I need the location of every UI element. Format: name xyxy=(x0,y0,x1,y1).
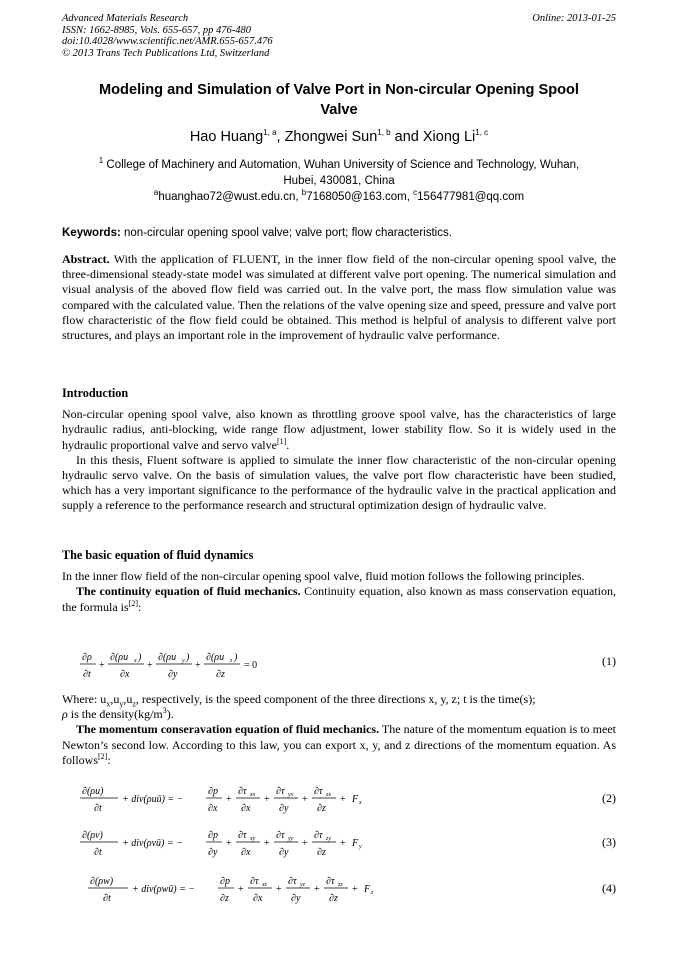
author-name: and Xiong Li xyxy=(394,129,476,145)
affiliation: $^1$ College of Machinery and Automation, Wuhan University of Science and Technology, Wuhan, Hubei, 430081, China xyxy=(98,156,580,187)
equation-number: (3) xyxy=(602,835,616,849)
svg-text:+: + xyxy=(99,660,105,671)
svg-text:+: + xyxy=(226,838,232,849)
journal-name: Advanced Materials Research xyxy=(62,13,189,24)
svg-text:y: y xyxy=(359,844,362,850)
continuity-equation-figure xyxy=(80,648,300,682)
svg-text:+: + xyxy=(264,794,270,805)
svg-text:+: + xyxy=(238,884,244,895)
abstract-text: With the application of FLUENT, in the inner flow field of the non-circular opening spool valve, the three-dimensional steady-state model was simulated at different valve port opening. The numerical simulation and visual analysis of the aboved flow field was carried out. In the valve port, the mass flow simulation value was compared with the calculated value. Then the relations of the valve opening size and speed, pressure and valve port flow characteristic of the flow field could be obtained. This method is helpful of analysis to different valve port structures, and plays an important role in the improvement of hydraulic valve performance. xyxy=(62,252,616,343)
author-list: Hao Huang$^{1, a}$, Zhongwei Sun$^{1, b}$ and Xiong Li$^{1, c}$ xyxy=(189,128,489,145)
svg-text:∂x: ∂x xyxy=(253,893,263,904)
equation-number: (4) xyxy=(602,881,616,895)
equation-1 xyxy=(80,648,300,687)
svg-text:+: + xyxy=(276,884,282,895)
email-link[interactable]: 156477981@qq.com xyxy=(417,191,525,203)
svg-text:∂y: ∂y xyxy=(279,847,289,858)
svg-text:∂z: ∂z xyxy=(216,669,225,680)
svg-text:z: z xyxy=(371,890,374,896)
keywords: Keywords: non-circular opening spool valve; valve port; flow characteristics. xyxy=(62,227,452,239)
svg-text:∂p: ∂p xyxy=(208,786,218,797)
equation-3 xyxy=(80,826,400,865)
svg-text:∂x: ∂x xyxy=(120,669,130,680)
page-header xyxy=(62,13,616,59)
author-name: Hao Huang xyxy=(189,129,264,145)
svg-text:∂(ρu): ∂(ρu) xyxy=(82,786,104,797)
svg-text:zy: zy xyxy=(326,836,331,842)
email-link[interactable]: 7168050@163.com xyxy=(306,191,407,203)
svg-text:∂ρ: ∂ρ xyxy=(82,652,92,663)
equation-number: (2) xyxy=(602,791,616,805)
svg-text:∂z: ∂z xyxy=(329,893,338,904)
svg-text:∂y: ∂y xyxy=(168,669,178,680)
svg-text:∂(ρu: ∂(ρu xyxy=(206,652,225,663)
equation-4 xyxy=(88,872,408,911)
svg-text:∂t: ∂t xyxy=(103,893,111,904)
svg-text:∂p: ∂p xyxy=(220,876,230,887)
svg-text:+ div(ρuū) = −: + div(ρuū) = − xyxy=(122,794,184,805)
svg-text:F: F xyxy=(352,794,359,805)
paragraph: In the inner flow field of the non-circular opening spool valve, fluid motion follows the following principles. xyxy=(62,569,585,584)
author-emails: $^a$huanghao72@wust.edu.cn, $^b$7168050@163.com, $^c$156477981@qq.com xyxy=(153,188,525,203)
svg-text:xz: xz xyxy=(262,882,267,888)
svg-text:+: + xyxy=(147,660,153,671)
author-name: Zhongwei Sun xyxy=(284,129,378,145)
svg-text:+ div(ρwū) = −: + div(ρwū) = − xyxy=(132,884,196,895)
svg-text:yy: yy xyxy=(288,836,294,842)
svg-text:∂(ρw): ∂(ρw) xyxy=(90,876,114,887)
svg-text:∂x: ∂x xyxy=(208,803,218,814)
svg-text:∂τ: ∂τ xyxy=(288,876,297,887)
online-date: Online: 2013-01-25 xyxy=(532,13,616,24)
svg-text:∂x: ∂x xyxy=(241,847,251,858)
paragraph: Non-circular opening spool valve, also known as throttling groove spool valve, has the characteristics of large hydraulic radius, anti-blocking, wide range flow adjustment, lower stability flow. So it is widely used in the hydraulic proportional valve and servo valve xyxy=(62,407,616,452)
svg-text:∂(ρu: ∂(ρu xyxy=(110,652,129,663)
paragraph: In this thesis, Fluent software is applied to simulate the inner flow characteristic of the non-circular opening hydraulic servo valve. On the basis of simulation values, the valve port flow characteristic have been studied, which has a very important significance to the performance of the hydraulic valve in the practical application and supply a reference to the performance research and structural optimization design of hydraulic valve. xyxy=(62,452,616,513)
svg-text:z: z xyxy=(230,658,233,664)
svg-text:∂t: ∂t xyxy=(94,803,102,814)
svg-text:+: + xyxy=(302,838,308,849)
paper-title: Modeling and Simulation of Valve Port in Non-circular Opening Spool Valve xyxy=(98,82,579,118)
svg-text:+: + xyxy=(302,794,308,805)
svg-text:∂τ: ∂τ xyxy=(276,786,285,797)
svg-text:+: + xyxy=(340,794,346,805)
svg-text:zz: zz xyxy=(338,882,343,888)
svg-text:∂τ: ∂τ xyxy=(238,786,247,797)
svg-text:+: + xyxy=(226,794,232,805)
subheading: The continuity equation of fluid mechanics. xyxy=(76,584,301,599)
svg-text:∂t: ∂t xyxy=(94,847,102,858)
where-paragraph: Where: $u_x,u_y,u_z$, respectively, is the speed component of the three directions x, y, z; t is the time(s); ρ is the $density(kg/m^3)$. The momentum conseravation equation of fluid mechanics. The nature of the momentum equation is to meet Newton’s second low. According to this law, you can export x, y, and z directions of the momentum equation. As follows[2]: xyxy=(62,692,616,767)
svg-text:∂τ: ∂τ xyxy=(250,876,259,887)
svg-text:∂z: ∂z xyxy=(317,847,326,858)
svg-text:zx: zx xyxy=(326,792,331,798)
subheading: The momentum conseravation equation of fluid mechanics. xyxy=(76,722,380,737)
svg-text:x: x xyxy=(134,658,137,664)
svg-text:xx: xx xyxy=(250,792,256,798)
svg-text:+: + xyxy=(195,660,201,671)
svg-text:): ) xyxy=(186,652,190,663)
svg-text:yx: yx xyxy=(288,792,294,798)
svg-text:yz: yz xyxy=(300,882,305,888)
svg-text:+: + xyxy=(264,838,270,849)
svg-text:∂z: ∂z xyxy=(220,893,229,904)
svg-text:∂τ: ∂τ xyxy=(314,786,323,797)
svg-text:): ) xyxy=(138,652,142,663)
svg-text:xy: xy xyxy=(250,836,256,842)
email-link[interactable]: huanghao72@wust.edu.cn xyxy=(158,191,296,203)
svg-text:∂τ: ∂τ xyxy=(238,830,247,841)
svg-text:F: F xyxy=(352,838,359,849)
svg-text:∂τ: ∂τ xyxy=(326,876,335,887)
svg-text:∂y: ∂y xyxy=(279,803,289,814)
momentum-y-equation-figure xyxy=(80,826,400,860)
section-heading: The basic equation of fluid dynamics xyxy=(62,548,254,562)
equation-number: (1) xyxy=(602,654,616,668)
svg-text:∂z: ∂z xyxy=(317,803,326,814)
svg-text:∂τ: ∂τ xyxy=(314,830,323,841)
momentum-x-equation-figure xyxy=(80,782,400,816)
section-heading: Introduction xyxy=(62,386,129,400)
copyright-line: © 2013 Trans Tech Publications Ltd, Switzerland xyxy=(62,47,270,59)
svg-text:∂p: ∂p xyxy=(208,830,218,841)
svg-text:= 0: = 0 xyxy=(244,660,258,671)
svg-text:∂t: ∂t xyxy=(83,669,91,680)
svg-text:+ div(ρvū) = −: + div(ρvū) = − xyxy=(122,838,183,849)
svg-text:∂τ: ∂τ xyxy=(276,830,285,841)
svg-text:): ) xyxy=(234,652,238,663)
introduction-section: Introduction Non-circular opening spool valve, also known as throttling groove spool valve, has the characteristics of large hydraulic radius, anti-blocking, wide range flow adjustment, lower stability flow. So it is widely used in the hydraulic proportional valve and servo valve[1]. In this thesis, Fluent software is applied to simulate the inner flow characteristic of the non-circular opening hydraulic servo valve. On the basis of simulation values, the valve port flow characteristic have been studied, which has a very important significance to the performance of the hydraulic valve in the practical application and supply a reference to the performance research and structural optimization design of hydraulic valve. xyxy=(62,386,616,513)
svg-text:∂y: ∂y xyxy=(208,847,218,858)
abstract xyxy=(62,252,616,343)
abstract-label: Abstract. xyxy=(62,252,110,266)
svg-text:∂(ρv): ∂(ρv) xyxy=(82,830,103,841)
svg-text:x: x xyxy=(359,800,362,806)
svg-text:+: + xyxy=(352,884,358,895)
basic-equation-section: The basic equation of fluid dynamics In the inner flow field of the non-circular opening spool valve, fluid motion follows the following principles. The continuity equation of fluid mechanics. Continuity equation, also known as mass conservation equation, the formula is[2]: xyxy=(62,548,616,614)
svg-text:F: F xyxy=(364,884,371,895)
svg-text:+: + xyxy=(314,884,320,895)
momentum-z-equation-figure xyxy=(88,872,408,906)
svg-text:y: y xyxy=(182,658,185,664)
doi-line[interactable]: doi:10.4028/www.scientific.net/AMR.655-657.476 xyxy=(62,36,273,47)
svg-text:∂(ρu: ∂(ρu xyxy=(158,652,177,663)
svg-text:∂y: ∂y xyxy=(291,893,301,904)
svg-text:∂x: ∂x xyxy=(241,803,251,814)
issn-line: ISSN: 1662-8985, Vols. 655-657, pp 476-480 xyxy=(62,24,251,36)
svg-text:+: + xyxy=(340,838,346,849)
equation-2 xyxy=(80,782,400,821)
